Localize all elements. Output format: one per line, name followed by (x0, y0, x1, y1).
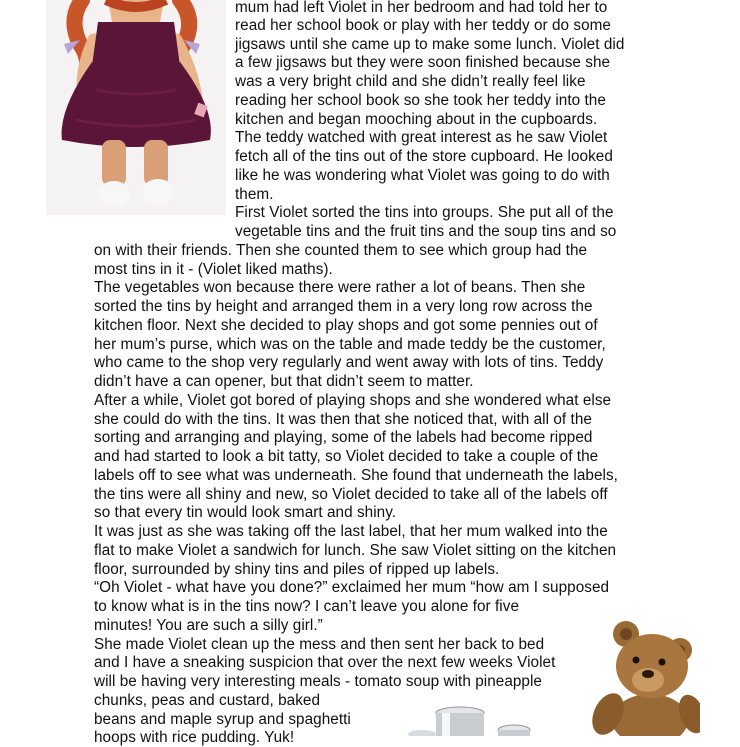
story-line: mum had left Violet in her bedroom and had told her to (235, 0, 608, 16)
story-line: minutes! You are such a silly girl.” (94, 617, 323, 634)
story-line: didn’t have a can opener, but that didn’t seem to matter. (94, 373, 474, 390)
doll-illustration (46, 0, 226, 215)
story-line: them. (235, 186, 274, 203)
story-line: It was just as she was taking off the last label, that her mum walked into the (94, 523, 608, 540)
story-line: jigsaws until she came up to make some lunch. Violet did (235, 36, 625, 53)
tins-illustration (408, 704, 548, 736)
story-line: beans and maple syrup and spaghetti (94, 711, 351, 728)
story-line: kitchen floor. Next she decided to play shops and got some pennies out of (94, 317, 598, 334)
story-line: hoops with rice pudding. Yuk! (94, 729, 295, 746)
story-line: who came to the shop very regularly and went away with lots of tins. Teddy (94, 354, 604, 371)
story-line: chunks, peas and custard, baked (94, 692, 321, 709)
teddy-bear-illustration (580, 616, 700, 736)
story-line: like he was wondering what Violet was going to do with (235, 167, 610, 184)
story-line: sorting and arranging and playing, some of the labels had become ripped (94, 429, 593, 446)
story-line: and I have a sneaking suspicion that over the next few weeks Violet (94, 654, 556, 671)
story-line: flat to make Violet a sandwich for lunch. She saw Violet sitting on the kitchen (94, 542, 617, 559)
story-line: to know what is in the tins now? I can’t leave you alone for five (94, 598, 519, 615)
story-line: she could do with the tins. It was then that she noticed that, with all of the (94, 411, 592, 428)
story-line: floor, surrounded by shiny tins and piles of ripped up labels. (94, 561, 500, 578)
story-line: reading her school book so she took her teddy into the (235, 92, 606, 109)
story-line: vegetable tins and the fruit tins and the soup tins and so (235, 223, 617, 240)
story-line: on with their friends. Then she counted them to see which group had the (94, 242, 588, 259)
story-line: “Oh Violet - what have you done?” exclaimed her mum “how am I supposed (94, 579, 610, 596)
story-line: and had started to look a bit tatty, so Violet decided to take a couple of the (94, 448, 599, 465)
story-line: kitchen and began mooching about in the cupboards. (235, 111, 598, 128)
story-line: read her school book or play with her teddy or do some (235, 17, 611, 34)
story-line: First Violet sorted the tins into groups. She put all of the (235, 204, 614, 221)
story-line: so that every tin would look smart and shiny. (94, 504, 397, 521)
story-line: labels off to see what was underneath. She found that underneath the labels, (94, 467, 618, 484)
story-line: The vegetables won because there were rather a lot of beans. Then she (94, 279, 586, 296)
story-line: The teddy watched with great interest as he saw Violet (235, 129, 608, 146)
story-line: the tins were all shiny and new, so Violet decided to take all of the labels off (94, 486, 608, 503)
story-line: her mum’s purse, which was on the table and made teddy be the customer, (94, 336, 606, 353)
story-line: will be having very interesting meals - tomato soup with pineapple (94, 673, 542, 690)
story-line: fetch all of the tins out of the store cupboard. He looked (235, 148, 613, 165)
story-line: sorted the tins by height and arranged them in a very long row across the (94, 298, 593, 315)
story-line: most tins in it - (Violet liked maths). (94, 261, 333, 278)
story-line: After a while, Violet got bored of playing shops and she wondered what else (94, 392, 612, 409)
story-line: She made Violet clean up the mess and then sent her back to bed (94, 636, 545, 653)
story-line: a few jigsaws but they were soon finished because she (235, 54, 611, 71)
story-line: was a very bright child and she didn’t really feel like (235, 73, 586, 90)
